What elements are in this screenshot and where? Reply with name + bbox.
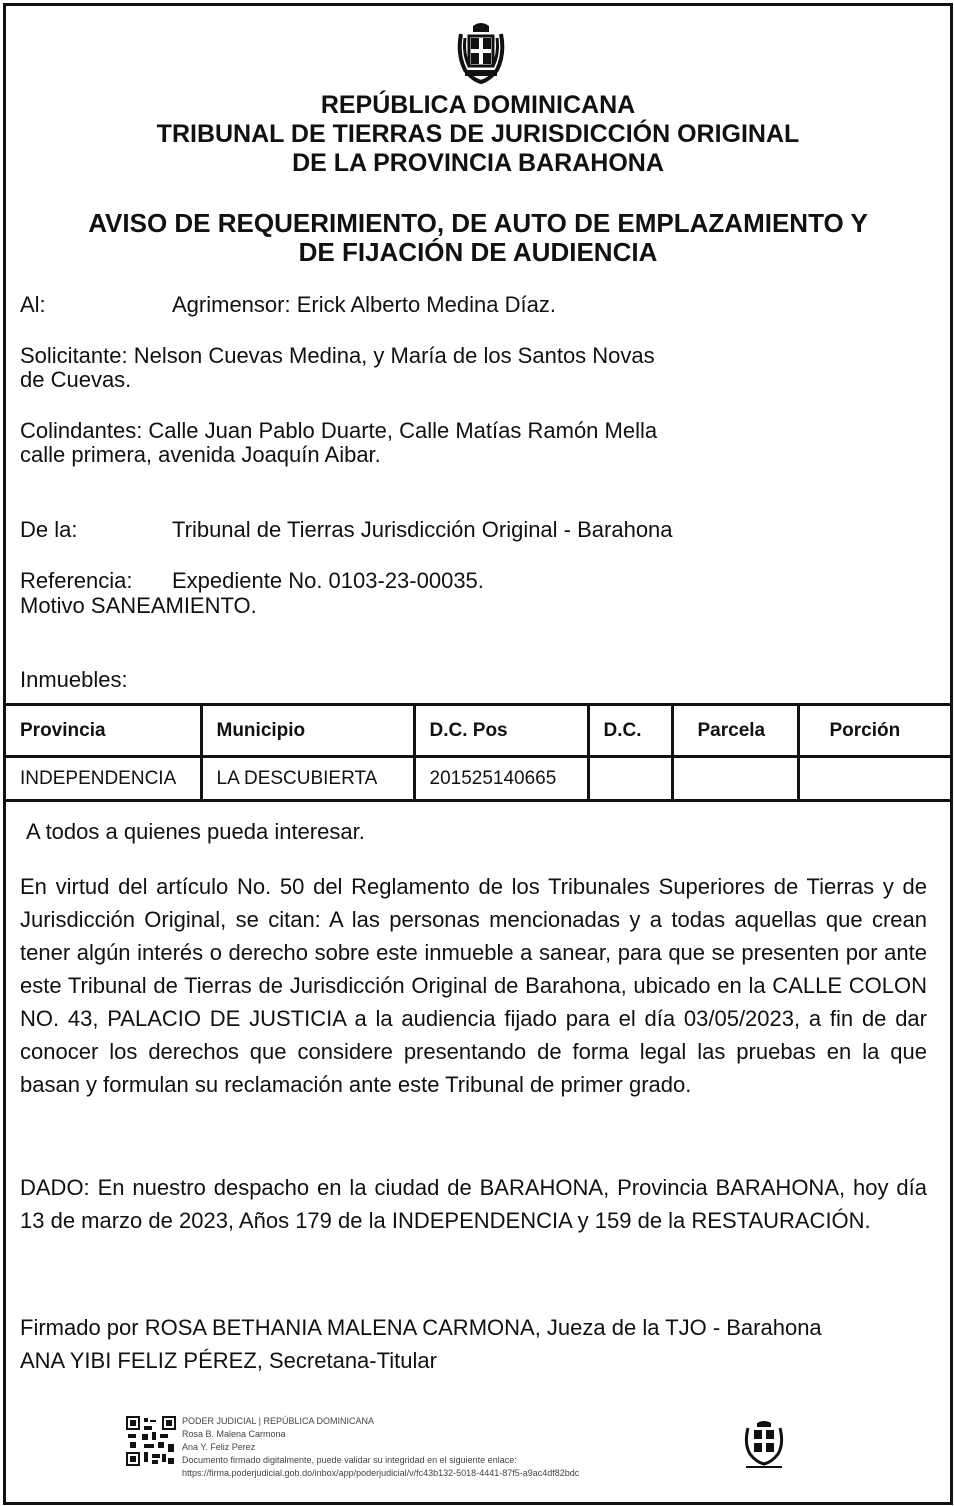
dela-value: Tribunal de Tierras Jurisdicción Original - Barahona [172, 517, 673, 542]
al-value: Agrimensor: Erick Alberto Medina Díaz. [172, 292, 556, 317]
footer-line-5: https://firma.poderjudicial.gob.do/inbox/app/poderjudicial/v/fc43b132-5018-4441-87f5-a9ac4df82bdc [182, 1468, 580, 1478]
signature-line-2: ANA YIBI FELIZ PÉREZ, Secretana-Titular [20, 1348, 437, 1373]
footer-line-2: Rosa B. Malena Carmona [182, 1429, 286, 1439]
cell-dc-pos: 201525140665 [414, 757, 588, 801]
referencia-value: Expediente No. 0103-23-00035. [172, 568, 484, 593]
inmuebles-label: Inmuebles: [20, 667, 128, 692]
document-frame [3, 3, 953, 1505]
solicitante-line-2: de Cuevas. [20, 367, 132, 392]
title-line-1: AVISO DE REQUERIMIENTO, DE AUTO DE EMPLAZAMIENTO Y [88, 208, 868, 238]
solicitante-line-1: Solicitante: Nelson Cuevas Medina, y María de los Santos Novas [20, 343, 655, 368]
header-porcion: Porción [798, 705, 950, 757]
qr-code-icon [126, 1416, 176, 1466]
inmuebles-table [6, 703, 950, 802]
header-provincia: Provincia [6, 705, 201, 757]
cell-municipio: LA DESCUBIERTA [201, 757, 414, 801]
paragraph-citation: En virtud del artículo No. 50 del Reglamento de los Tribunales Superiores de Tierras y de Jurisdicción Original, se citan: A las personas mencionadas y a todas aquellas que crean tener algún interés o derecho sobre este inmueble a sanear, para que se presenten por ante este Tribunal de Tierras de Jurisdicción Original de Barahona, ubicado en la CALLE COLON NO. 43, PALACIO DE JUSTICIA a la audiencia fijado para el día 03/05/2023, a fin de dar conocer los derechos que considere presentando de forma legal las pruebas en la que basan y formulan su reclamación ante este Tribunal de primer grado. [20, 874, 927, 1097]
footer-line-1: PODER JUDICIAL | REPÚBLICA DOMINICANA [182, 1416, 375, 1426]
footer-line-4: Documento firmado digitalmente, puede validar su integridad en el siguiente enlace: [182, 1455, 517, 1465]
header-line-1: REPÚBLICA DOMINICANA [320, 91, 636, 119]
dela-label: De la: [20, 517, 78, 542]
footer-line-3: Ana Y. Feliz Perez [182, 1442, 256, 1452]
signature-line-1: Firmado por ROSA BETHANIA MALENA CARMONA, Jueza de la TJO - Barahona [20, 1315, 822, 1340]
poder-judicial-seal-icon [742, 1420, 786, 1470]
header-dc-pos: D.C. Pos [414, 705, 588, 757]
colindantes-line-1: Colindantes: Calle Juan Pablo Duarte, Calle Matías Ramón Mella [20, 418, 658, 443]
header-dc: D.C. [588, 705, 672, 757]
cell-parcela [672, 757, 798, 801]
al-label: Al: [20, 292, 46, 317]
header-municipio: Municipio [201, 705, 414, 757]
cell-dc [588, 757, 672, 801]
salutation: A todos a quienes pueda interesar. [26, 819, 365, 844]
header-line-3: DE LA PROVINCIA BARAHONA [292, 149, 664, 177]
title-line-2: DE FIJACIÓN DE AUDIENCIA [298, 237, 658, 267]
motivo: Motivo SANEAMIENTO. [20, 593, 257, 618]
table-header-row [6, 705, 950, 757]
coat-of-arms-icon [455, 20, 507, 84]
header-line-2: TRIBUNAL DE TIERRAS DE JURISDICCIÓN ORIGINAL [156, 120, 800, 148]
table-row [6, 757, 950, 801]
header-parcela: Parcela [672, 705, 798, 757]
cell-porcion [798, 757, 950, 801]
colindantes-line-2: calle primera, avenida Joaquín Aibar. [20, 442, 381, 467]
referencia-label: Referencia: [20, 568, 133, 593]
paragraph-dado: DADO: En nuestro despacho en la ciudad de BARAHONA, Provincia BARAHONA, hoy día 13 de marzo de 2023, Años 179 de la INDEPENDENCIA y 159 de la RESTAURACIÓN. [20, 1175, 927, 1233]
cell-provincia: INDEPENDENCIA [6, 757, 201, 801]
